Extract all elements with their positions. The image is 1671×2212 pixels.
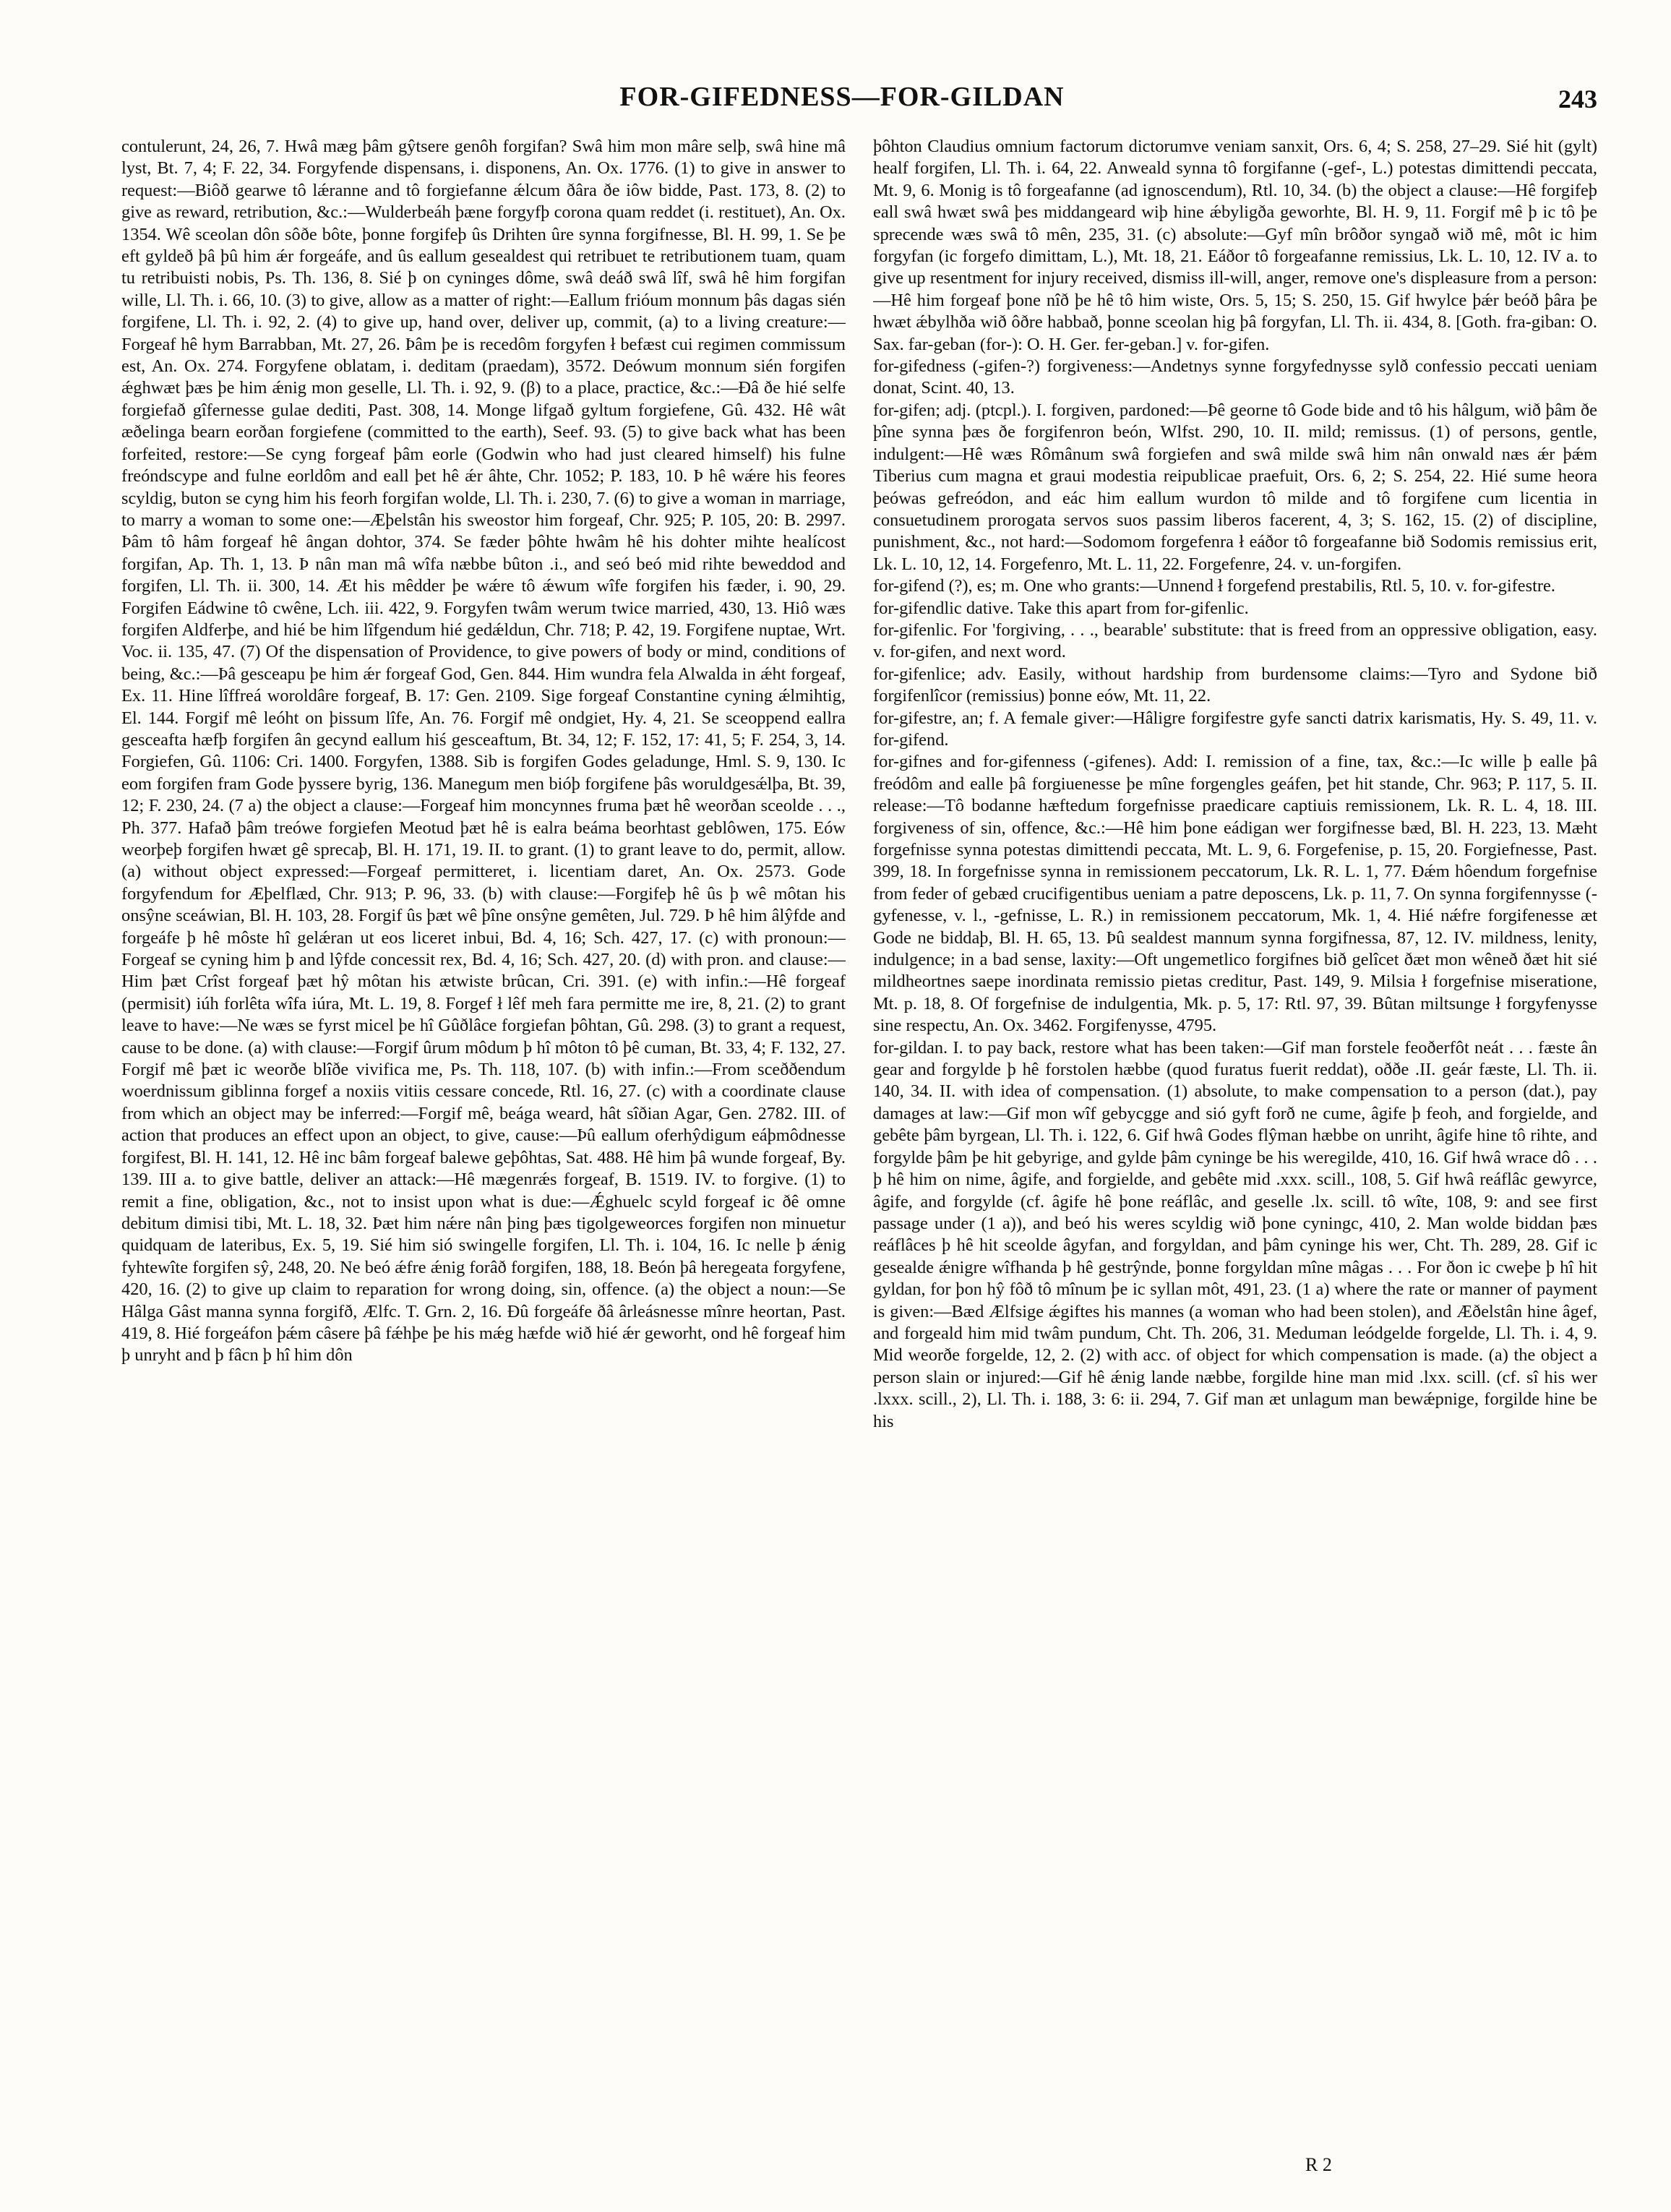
- running-title: FOR-GIFEDNESS—FOR-GILDAN: [619, 82, 1065, 112]
- entry-for-gifedness: for-gifedness (-gifen-?) forgiveness:—Andetnys synne forgyfednysse sylð confessio peccati ueniam donat, Scint. 40, 13.: [873, 356, 1597, 398]
- entry-for-gifenlice: for-gifenlice; adv. Easily, without hardship from burdensome claims:—Tyro and Sydone bið forgifenlîcor (remissius) þonne eów, Mt. 11, 22.: [873, 664, 1597, 706]
- entry-forgifan-continued: þôhton Claudius omnium factorum dictorumve veniam sanxit, Ors. 6, 4; S. 258, 27–29. Sié hit (gylt) healf forgifen, Ll. Th. i. 64, 22. Anweald synna tô forgifanne (-gef-, L.) potestas dimittendi peccata, Mt. 9, 6. Monig is tô forgeafanne (ad ignoscendum), Rtl. 10, 34. (b) the object a clause:—Hê forgifeþ eall swâ hwæt swâ þes middangeard wiþ hine ǽbyligða geworhte, Bl. H. 9, 11. Forgif mê þ ic tô þe sprecende wæs swâ tô mên, 235, 31. (c) absolute:—Gyf mîn brôðor syngað wið mê, môt ic him forgyfan (ic forgefo dimittam, L.), Mt. 18, 21. Eáðor tô forgeafanne remissius, Lk. L. 10, 12. IV a. to give up resentment for injury received, dismiss ill-will, anger, remove one's displeasure from a person:—Hê him forgeaf þone nîð þe hê tô him wiste, Ors. 5, 15; S. 250, 15. Gif hwylce þǽr beóð þâra þe hwæt ǽbylhða wið ôðre habbað, þonne sceolan hig þâ forgyfan, Ll. Th. ii. 434, 8. [Goth. fra-giban: O. Sax. far-geban (for-): O. H. Ger. fer-geban.] v. for-gifen.: [873, 137, 1597, 354]
- entry-for-gifestre: for-gifestre, an; f. A female giver:—Hâligre forgifestre gyfe sancti datrix karismatis, Hy. S. 49, 11. v. for-gifend.: [873, 708, 1597, 750]
- entry-for-gifnes: for-gifnes and for-gifenness (-gifenes). Add: I. remission of a fine, tax, &c.:—Ic wille þ ealle þâ freódôm and ealle þâ forgiuenesse þe mîne forgengles geáfen, þet hit stande, Chr. 963; P. 117, 5. II. release:—Tô bodanne hæftedum forgefnisse praedicare captiuis remissionem, Lk. R. L. 4, 18. III. forgiveness of sin, offence, &c.:—Hê him þone eádigan wer forgifnesse bæd, Bl. H. 223, 13. Mæht forgefnisse synna potestas dimittendi peccata, Mt. L. 9, 6. Forgefenise, p. 15, 20. Forgiefnesse, Past. 399, 18. In forgefnisse synna in remissionem peccatorum, Lk. R. L. 1, 77. Ðǽm hôendum forgefnise from feder of gebæd crucifigentibus ueniam a patre deposcens, Lk. p. 11, 7. On synna forgifennysse (-gyfenesse, v. l., -gefnisse, L. R.) in remissionem peccatorum, Mk. 1, 4. Hié nǽfre forgifenesse æt Gode ne biddaþ, Bl. H. 65, 13. Þû sealdest mannum synna forgifnessa, 87, 12. IV. mildness, lenity, indulgence; in a bad sense, laxity:—Oft ungemetlico forgifnes bið gelîcet ðæt mon wêneð ðæt hit sié mildheortnes saepe inordinata remissio pietas creditur, Past. 149, 9. Milsia ł forgefnise miseratione, Mt. p. 18, 8. Of forgefnise de indulgentia, Mk. p. 5, 17: Rtl. 97, 39. Bûtan miltsunge ł forgyfenysse sine respectu, An. Ox. 3462. Forgifenysse, 4795.: [873, 752, 1597, 1036]
- entry-for-gildan: for-gildan. I. to pay back, restore what has been taken:—Gif man forstele feoðerfôt neát . . . fæste ân gear and forgylde þ hê forstolen hæbbe (quod furatus fuerit reddat), oððe .II. geár fæste, Ll. Th. ii. 140, 34. II. with idea of compensation. (1) absolute, to make compensation to a person (dat.), pay damages at law:—Gif mon wîf gebycgge and sió gyft forð ne cume, âgife þ feoh, and forgielde, and gebête þâm byrgean, Ll. Th. i. 122, 6. Gif hwâ Godes flŷman hæbbe on unriht, âgife hine tô rihte, and forgylde þâm þe hit gebyrige, and gylde þâm cyninge be his weregilde, 410, 16. Gif hwâ wrace dô . . . þ hê him on nime, âgife, and forgielde, and gebête mid .xxx. scill., 108, 5. Gif hwâ reáflâc gewyrce, âgife, and forgylde (cf. âgife hê þone reáflâc, and geselle .lx. scill. tô wîte, 108, 9: and see first passage under (1 a)), and beó his weres scyldig wið þone cyningc, 410, 2. Man wolde biddan þæs reáflâces þ hê hit sceolde âgyfan, and forgyldan, and þâm cyninge his wer, Cht. Th. 289, 28. Gif ic gesealde ǽnigre wîfhanda þ hê gestrŷnde, þonne forgyldan mîne mâgas . . . For ðon ic cweþe þ hî hit gyldan, for þon hŷ fôð tô mînum þe ic syllan môt, 491, 23. (1 a) where the rate or manner of payment is given:—Bæd Ælfsige ǽgiftes his mannes (a woman who had been stolen), and Æðelstân hine âgef, and forgeald him mid twâm pundum, Cht. Th. 206, 31. Meduman leódgelde forgelde, Ll. Th. i. 4, 9. Mid weorðe forgelde, 12, 2. (2) with acc. of object for which compensation is made. (a) the object a person slain or injured:—Gif hê ǽnig lande næbbe, forgilde hine man mid .lxx. scill. (cf. sî his wer .lxxx. scill., 2), Ll. Th. i. 188, 3: 6: ii. 294, 7. Gif man æt unlagum man bewǽpnige, forgilde hine be his: [873, 1037, 1597, 1431]
- signature-mark: R 2: [1305, 2154, 1332, 2175]
- entry-for-gifendlic: for-gifendlic dative. Take this apart from for-gifenlic.: [873, 598, 1249, 618]
- entry-for-gifenlic: for-gifenlic. For 'forgiving, . . ., bearable' substitute: that is freed from an oppressive obligation, easy. v. for-gifen, and next word.: [873, 620, 1597, 662]
- text-columns: [121, 136, 1597, 2145]
- left-column-text: contulerunt, 24, 26, 7. Hwâ mæg þâm gŷtsere genôh forgifan? Swâ him mon mâre selþ, swâ hine mâ lyst, Bt. 7, 4; F. 22, 34. Forgyfende dispensans, i. disponens, An. Ox. 1776. (1) to give in answer to request:—Biôð gearwe tô lǽranne and tô forgiefanne ǽlcum ðâra ðe iôw bidde, Past. 173, 8. (2) to give as reward, retribution, &c.:—Wulderbeáh þæne forgyfþ corona quam reddet (i. restituet), An. Ox. 1354. Wê sceolan dôn sôðe bôte, þonne forgifeþ ûs Drihten ûre synna forgifnesse, Bl. H. 99, 1. Se þe eft gyldeð þâ þû him ǽr forgeáfe, and ûs eallum gesealdest qui retribuet te retributionem tuam, quam tu retribuisti nobis, Ps. Th. 136, 8. Sié þ on cyninges dôme, swâ deáð swâ lîf, swâ hê him forgifan wille, Ll. Th. i. 66, 10. (3) to give, allow as a matter of right:—Eallum frióum monnum þâs dagas sién forgifene, Ll. Th. i. 92, 2. (4) to give up, hand over, deliver up, commit, (a) to a living creature:—Forgeaf hê hym Barrabban, Mt. 27, 26. Þâm þe is recedôm forgyfen ł befæst cui regimen commissum est, An. Ox. 274. Forgyfene oblatam, i. deditam (praedam), 3572. Deówum monnum sién forgifen ǽghwæt þæs þe him ǽnig mon geselle, Ll. Th. i. 92, 9. (β) to a place, practice, &c.:—Ðâ ðe hié selfe forgiefað gîfernesse gulae dediti, Past. 308, 14. Monge lifgað gyltum forgiefene, Gû. 432. Hê wât æðelinga bearn eorðan forgiefene (committed to the earth), Seef. 93. (5) to give back what has been forfeited, restore:—Se cyng forgeaf þâm eorle (Godwin who had just cleared himself) his fulne freóndscype and fulne eorldôm and eall þet hê ǽr âhte, Chr. 1052; P. 183, 10. Þ hê wǽre his feores scyldig, buton se cyng him his feorh forgifan wolde, Ll. Th. i. 230, 7. (6) to give a woman in marriage, to marry a woman to some one:—Æþelstân his sweostor him forgeaf, Chr. 925; P. 105, 20: B. 2997. Þâm tô hâm forgeaf hê ângan dohtor, 374. Se fæder þôhte hwâm hê his dohter mihte healícost forgifan, Ap. Th. 1, 13. Þ nân man mâ wîfa næbbe bûton .i., and seó beó mid rihte beweddod and forgifen, Ll. Th. ii. 300, 14. Æt his mêdder þe wǽre tô ǽwum wîfe forgifen his fæder, i. 90, 29. Forgifen Eádwine tô cwêne, Lch. iii. 422, 9. Forgyfen twâm werum twice married, 430, 13. Hiô wæs forgifen Aldferþe, and hié be him lîfgendum hié gedǽldun, Chr. 718; P. 42, 19. Forgifene nuptae, Wrt. Voc. ii. 135, 47. (7) Of the dispensation of Providence, to give powers of body or mind, conditions of being, &c.:—Þâ gesceapu þe him ǽr forgeaf God, Gen. 844. Him wundra fela Alwalda in ǽht forgeaf, Ex. 11. Hine lîffreá woroldâre forgeaf, B. 17: Gen. 2109. Sige forgeaf Constantine cyning ǽlmihtig, El. 144. Forgif mê leóht on þissum lîfe, An. 76. Forgif mê ondgiet, Hy. 4, 21. Se sceoppend eallra gesceafta hæfþ forgifen ân gecynd eallum hiś gesceaftum, Bt. 34, 12; F. 152, 17: 41, 5; F. 254, 3, 14. Forgiefen, Gû. 1106: Cri. 1400. Forgyfen, 1388. Sib is forgifen Godes geladunge, Hml. S. 9, 130. Ic eom forgifen fram Gode þyssere byrig, 136. Manegum men bióþ forgifene þâs woruldgesǽlþa, Bt. 39, 12; F. 230, 24. (7 a) the object a clause:—Forgeaf him moncynnes fruma þæt hê weorðan sceolde . . ., Ph. 377. Hafað þâm treówe forgiefen Meotud þæt hê is ealra beáma beorhtast geblôwen, 175. Eów weorþeþ forgifen hwæt gê sprecaþ, Bl. H. 171, 19. II. to grant. (1) to grant leave to do, permit, allow. (a) without object expressed:—Forgeaf permitteret, i. licentiam daret, An. Ox. 2573. Gode forgyfendum for Æþelflæd, Chr. 913; P. 96, 33. (b) with clause:—Forgifeþ hê ûs þ wê môtan his onsŷne sceáwian, Bl. H. 103, 28. Forgif ûs þæt wê þîne onsŷne gemêten, Jul. 729. Þ hê him âlŷfde and forgeáfe þ hê môste hî gelǽran ut eos liceret inbui, Bd. 4, 16; Sch. 427, 17. (c) with pronoun:—Forgeaf se cyning him þ and lŷfde concessit rex, Bd. 4, 16; Sch. 427, 20. (d) with pron. and clause:—Him þæt Crîst forgeaf þæt hŷ môtan his ætwiste brûcan, Cri. 391. (e) with infin.:—Hê forgeaf (permisit) iúh forlêta wîfa iúra, Mt. L. 19, 8. Forgef ł lêf meh fara permitte me ire, 8, 21. (2) to grant leave to have:—Ne wæs se fyrst micel þe hî Gûðlâce forgiefan þôhtan, Gû. 298. (3) to grant a request, cause to be done. (a) with clause:—Forgif ûrum môdum þ hî môton tô þê cuman, Bt. 33, 4; F. 132, 27. Forgif mê þæt ic weorðe blîðe vivifica me, Ps. Th. 118, 107. (b) with infin.:—From sceððendum woerdnissum giblinna forgef a noxiis vitiis cessare concede, Rtl. 16, 27. (c) with a coordinate clause from which an object may be inferred:—Forgif mê, beága weard, hât sîðian Agar, Gen. 2782. III. of action that produces an effect upon an object, to give, cause:—Þû eallum oferhŷdigum eáþmôdnesse forgifest, Bl. H. 141, 12. Hê inc bâm forgeaf balewe geþôhtas, Sat. 488. Hê him þâ wunde forgeaf, By. 139. III a. to give battle, deliver an attack:—Hê mægenrǽs forgeaf, B. 1519. IV. to forgive. (1) to remit a fine, obligation, &c., not to insist upon what is due:—Ǽghuelc scyld forgeaf ic ðê omne debitum dimisi tibi, Mt. L. 18, 32. Þæt him nǽre nân þing þæs tigolgeweorces forgifen non minuetur quidquam de lateribus, Ex. 5, 19. Sié him sió swingelle forgifen, Ll. Th. i. 104, 16. Ic nelle þ ǽnig fyhtewîte forgifen sŷ, 248, 20. Ne beó ǽfre ǽnig forâð forgifen, 188, 18. Beón þâ heregeata forgyfene, 420, 16. (2) to give up claim to reparation for wrong doing, sin, offence. (a) the object a noun:—Se Hâlga Gâst manna synna forgifð, Ælfc. T. Grn. 2, 16. Ðû forgeáfe ðâ ârleásnesse mînre heortan, Past. 419, 8. Hié forgeáfon þǽm câsere þâ fǽhþe þe his mǽg hæfde wið hié ǽr geworht, ond hê forgeaf him þ unryht and þ fâcn þ hî him dôn: [121, 137, 846, 1366]
- page-number: 243: [1558, 85, 1597, 113]
- right-column: [873, 136, 1597, 2145]
- left-column: [121, 136, 846, 2145]
- page-header: [87, 81, 1597, 117]
- entry-for-gifend: for-gifend (?), es; m. One who grants:—Unnend ł forgefend prestabilis, Rtl. 5, 10. v. for-gifestre.: [873, 576, 1555, 596]
- entry-for-gifen: for-gifen; adj. (ptcpl.). I. forgiven, pardoned:—Þê georne tô Gode bide and tô his hâlgum, wið þâm ðe þîne synna þæs ðe forgifenron beón, Wlfst. 290, 10. II. mild; remissus. (1) of persons, gentle, indulgent:—Hê wæs Rômânum swâ forgiefen and swâ milde swâ him nân onwald næs ǽr þǽm Tiberius cum magna et graui modestia reipublicae praefuit, Ors. 6, 2; S. 254, 22. Hié sume heora þeówas gefreódon, and eác him eallum wurdon tô milde and tô forgifene cum licentia in consuetudinem prorogata servos suos passim liberos facerent, 4, 3; S. 162, 15. (2) of discipline, punishment, &c., not hard:—Sodomom forgefenra ł eáðor tô forgeafanne bið Sodomis remissius erit, Lk. L. 10, 12, 14. Forgefenro, Mt. L. 11, 22. Forgefenre, 24. v. un-forgifen.: [873, 400, 1597, 574]
